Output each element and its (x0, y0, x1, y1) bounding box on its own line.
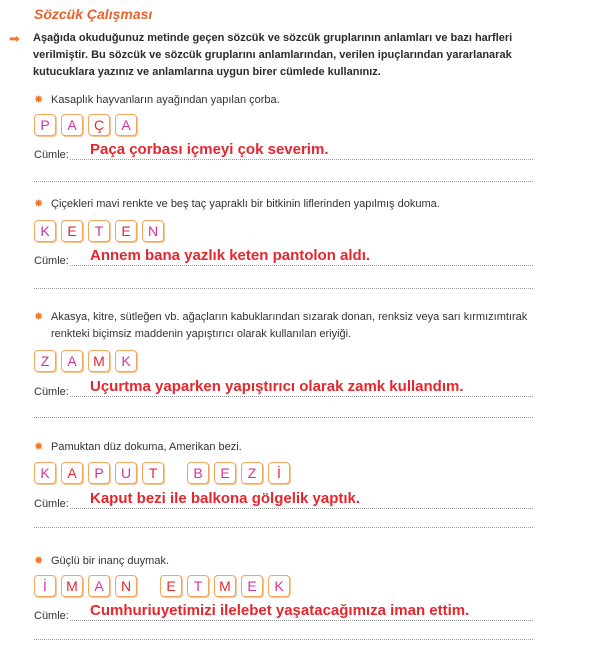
sentence-label: Cümle: (34, 386, 69, 398)
letter-box[interactable]: E (241, 575, 263, 597)
letter-box[interactable]: N (115, 575, 137, 597)
star-bullet-icon: ✸ (34, 441, 44, 453)
star-bullet-icon: ✸ (34, 94, 44, 106)
sentence-line (34, 417, 533, 418)
letter-box[interactable]: K (34, 462, 56, 484)
letter-box[interactable]: P (34, 114, 56, 136)
clue (34, 92, 543, 109)
handwritten-answer[interactable]: Uçurtma yaparken yapıştırıcı olarak zamk kullandım. (90, 378, 464, 395)
letter-box[interactable]: Z (241, 462, 263, 484)
sentence-line (34, 288, 533, 289)
clue-text: Akasya, kitre, sütleğen vb. ağaçların kabuklarından sızarak donan, renksiz veya sarı kırmızımtırak renkteki biçimsiz maddenin yapıştırıcı olarak kullanılan eriyiği. (51, 311, 528, 340)
sentence-line (70, 508, 533, 509)
sentence-line (34, 181, 533, 182)
letter-box[interactable]: M (88, 350, 110, 372)
sentence-line (70, 396, 533, 397)
sentence-line (70, 159, 533, 160)
clue-text: Güçlü bir inanç duymak. (51, 555, 169, 567)
letter-box[interactable]: T (88, 220, 110, 242)
letter-box[interactable]: P (88, 462, 110, 484)
letter-box[interactable]: N (142, 220, 164, 242)
instructions: Aşağıda okuduğunuz metinde geçen sözcük ve sözcük gruplarının anlamları ve bazı harfleri verilmiştir. Bu sözcük ve sözcük gruplarını anlamlarından, verilen ipuçlarından yararlanarak kutucuklara yazınız ve anlamlarına uygun birer cümlede kullanınız. (33, 32, 513, 78)
letter-box[interactable]: T (142, 462, 164, 484)
sentence-label: Cümle: (34, 498, 69, 510)
letter-box[interactable]: A (61, 114, 83, 136)
exercise-item (34, 309, 544, 421)
exercise-item (34, 553, 544, 643)
letter-box[interactable]: A (88, 575, 110, 597)
handwritten-answer[interactable]: Cumhuriuyetimizi ilelebet yaşatacağımıza iman ettim. (90, 602, 470, 619)
letter-box[interactable]: E (61, 220, 83, 242)
clue (34, 553, 543, 570)
exercise-item (34, 92, 544, 185)
exercise-item (34, 439, 544, 531)
letter-box[interactable]: E (115, 220, 137, 242)
letter-box[interactable]: K (34, 220, 56, 242)
letter-box[interactable]: B (187, 462, 209, 484)
letter-box[interactable]: A (115, 114, 137, 136)
letter-box[interactable]: İ (34, 575, 56, 597)
letter-box[interactable]: K (268, 575, 290, 597)
handwritten-answer[interactable]: Paça çorbası içmeyi çok severim. (90, 141, 329, 158)
letter-box[interactable]: Ç (88, 114, 110, 136)
letter-box[interactable]: A (61, 462, 83, 484)
letter-box[interactable]: M (214, 575, 236, 597)
sentence-line (70, 265, 533, 266)
worksheet-title: Sözcük Çalışması (34, 6, 153, 22)
letter-box[interactable]: İ (268, 462, 290, 484)
sentence-line (34, 527, 533, 528)
handwritten-answer[interactable]: Kaput bezi ile balkona gölgelik yaptık. (90, 490, 361, 507)
letter-box[interactable]: Z (34, 350, 56, 372)
letter-box[interactable]: E (160, 575, 182, 597)
handwritten-answer[interactable]: Annem bana yazlık keten pantolon aldı. (90, 247, 371, 264)
clue (34, 196, 543, 213)
star-bullet-icon: ✸ (34, 198, 44, 210)
clue-text: Kasaplık hayvanların ayağından yapılan çorba. (51, 94, 280, 106)
clue (34, 309, 543, 343)
arrow-icon: ➡ (9, 31, 20, 46)
letter-box[interactable]: K (115, 350, 137, 372)
sentence-label: Cümle: (34, 610, 69, 622)
sentence-line (70, 620, 533, 621)
star-bullet-icon: ✸ (34, 555, 44, 567)
sentence-line (34, 639, 533, 640)
exercise-item (34, 196, 544, 292)
star-bullet-icon: ✸ (34, 311, 44, 323)
clue-text: Pamuktan düz dokuma, Amerikan bezi. (51, 441, 242, 453)
letter-box[interactable]: T (187, 575, 209, 597)
letter-box[interactable]: A (61, 350, 83, 372)
clue-text: Çiçekleri mavi renkte ve beş taç yapraklı bir bitkinin liflerinden yapılmış dokuma. (51, 198, 440, 210)
sentence-label: Cümle: (34, 255, 69, 267)
letter-box[interactable]: M (61, 575, 83, 597)
letter-box[interactable]: E (214, 462, 236, 484)
letter-box[interactable]: U (115, 462, 137, 484)
sentence-label: Cümle: (34, 149, 69, 161)
clue (34, 439, 543, 456)
